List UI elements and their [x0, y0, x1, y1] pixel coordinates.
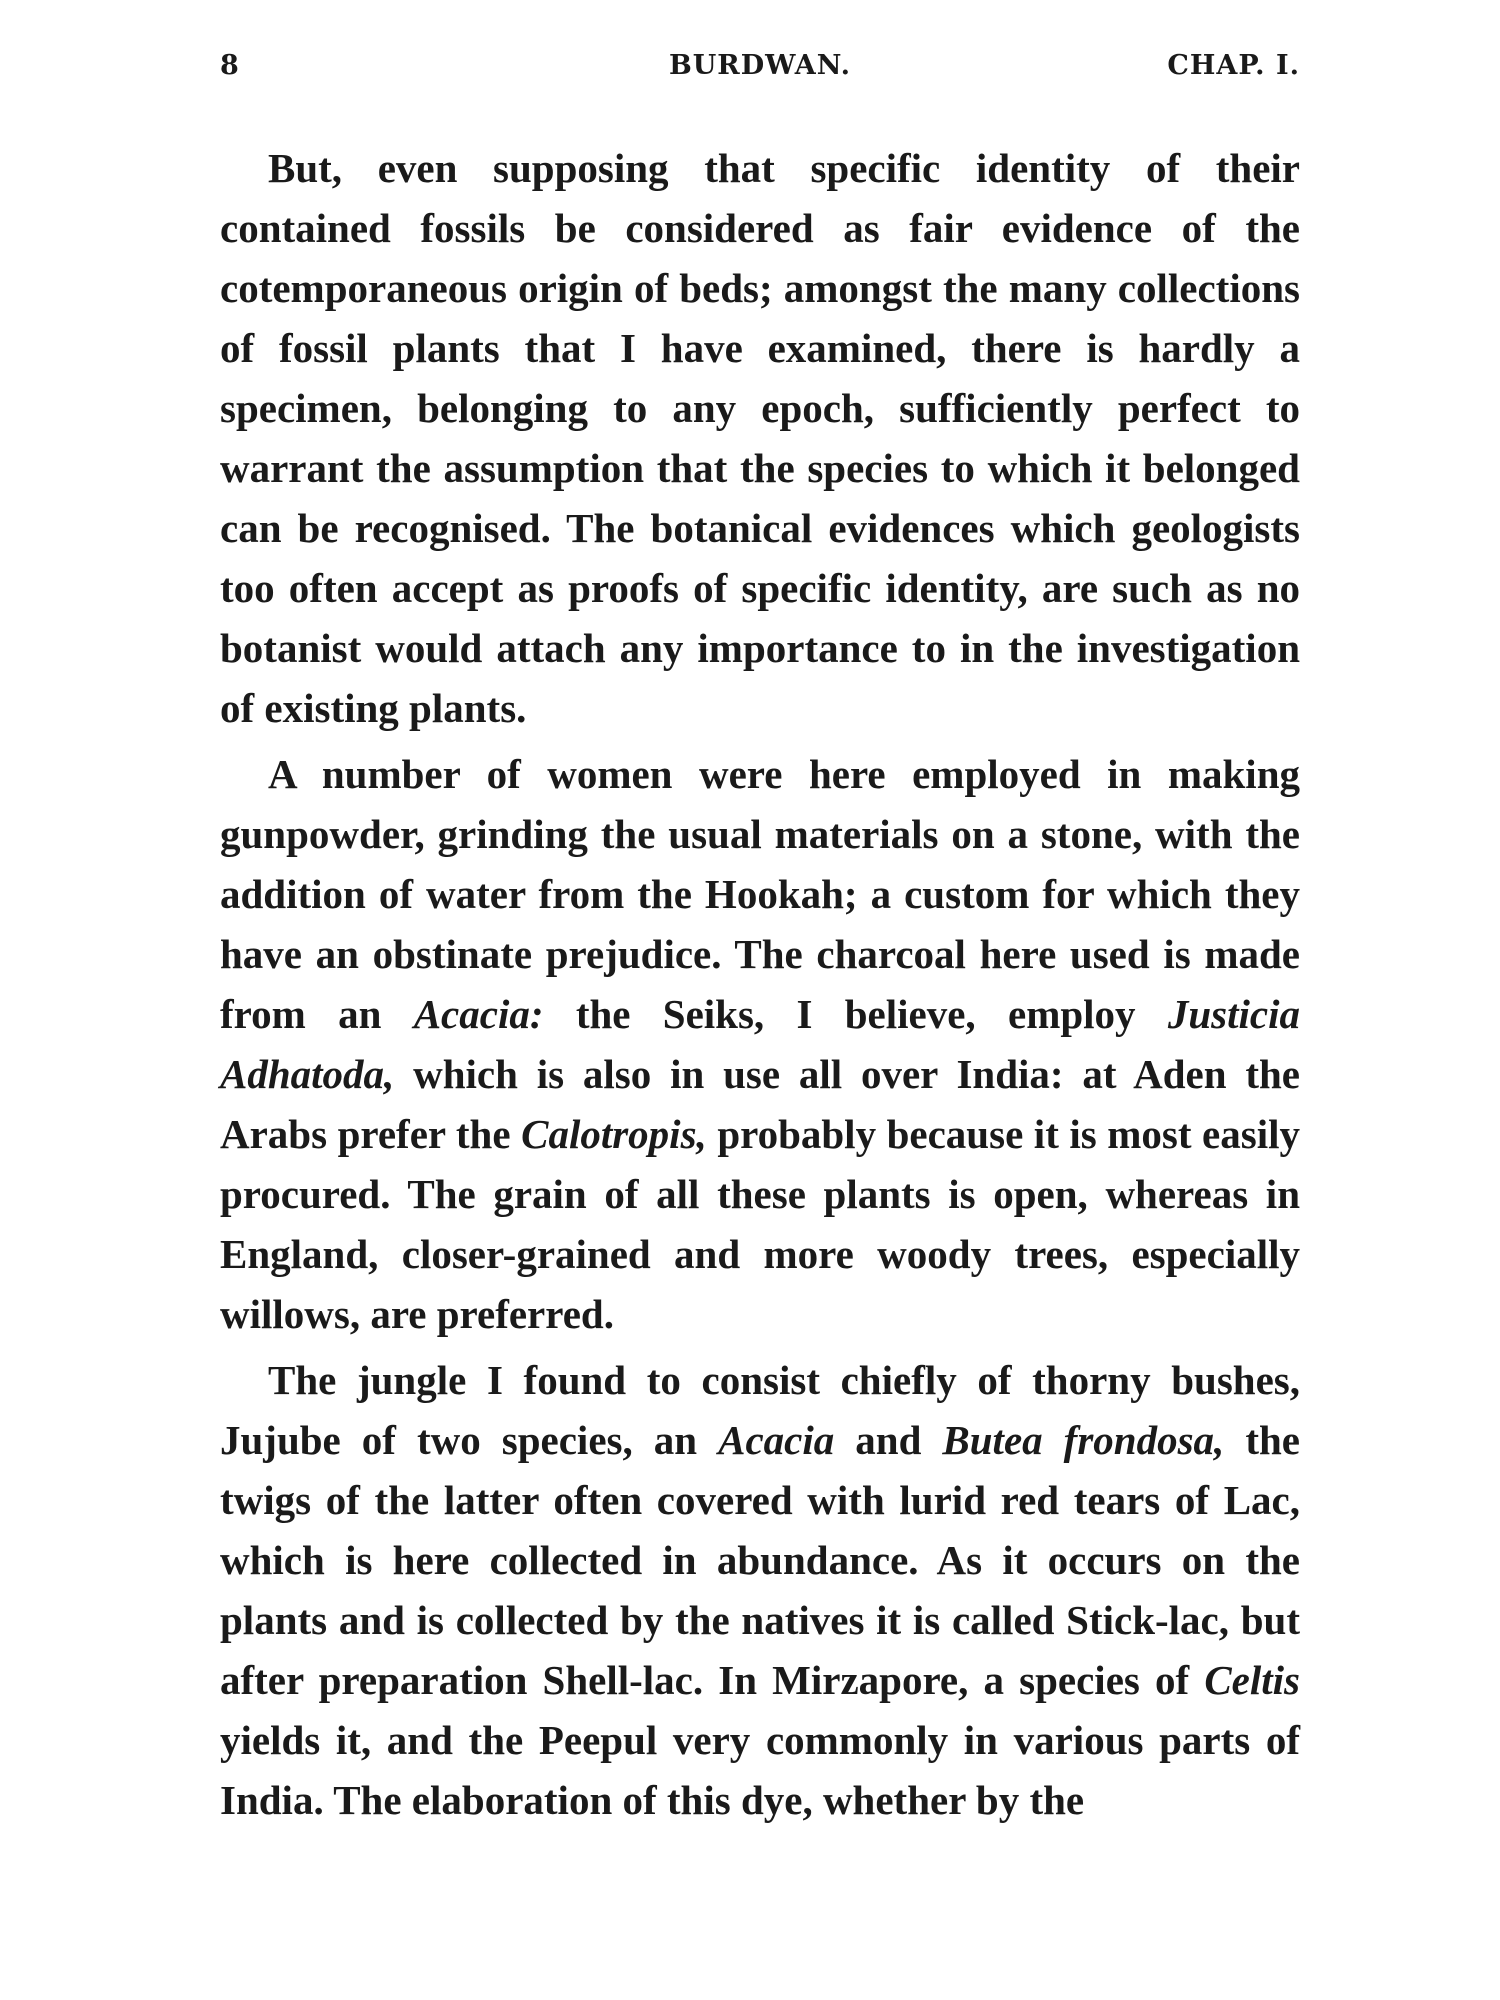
chapter-label: CHAP. I.: [1167, 50, 1300, 81]
text-segment: The jungle I found to consist chiefly of thorny bushes, Jujube of two species, an: [220, 1357, 1300, 1463]
page-number: 8: [220, 50, 240, 81]
running-title: BURDWAN.: [668, 50, 852, 81]
italic-term: Butea frondosa,: [942, 1417, 1225, 1463]
text-segment: which is also in use all over India: at Aden the Arabs prefer the: [220, 1051, 1300, 1157]
body-text: [220, 138, 1300, 1836]
text-segment: But, even supposing that specific identity of their contained fossils be considered as fair evidence of the cotemporaneous origin of beds; amongst the many collections of fossil plants that I have examined, there is hardly a specimen, belonging to any epoch, sufficiently perfect to warrant the assumption that the species to which it belonged can be recognised. The botanical evidences which geologists too often accept as proofs of specific identity, are such as no botanist would attach any importance to in the investigation of existing plants.: [220, 145, 1300, 731]
paragraph-2: [220, 744, 1300, 1344]
italic-term: Acacia:: [413, 991, 544, 1037]
italic-term: Justicia Adhatoda,: [220, 991, 1300, 1097]
paragraph-1: [220, 138, 1300, 738]
text-segment: yields it, and the Peepul very commonly in various parts of India. The elaboration of this dye, whether by the: [220, 1717, 1300, 1823]
paragraph-3: [220, 1350, 1300, 1830]
italic-term: Calotropis,: [521, 1111, 707, 1157]
italic-term: Acacia: [718, 1417, 835, 1463]
text-segment: and: [834, 1417, 943, 1463]
text-segment: the twigs of the latter often covered with lurid red tears of Lac, which is here collected in abundance. As it occurs on the plants and is collected by the natives it is called Stick-lac, but after preparation Shell-lac. In Mirzapore, a species of: [220, 1417, 1300, 1703]
text-segment: A number of women were here employed in making gunpowder, grinding the usual materials on a stone, with the addition of water from the Hookah; a custom for which they have an obstinate prejudice. The charcoal here used is made from an: [220, 751, 1300, 1037]
running-head: [220, 50, 1300, 100]
text-segment: probably because it is most easily procured. The grain of all these plants is open, whereas in England, closer-grained and more woody trees, especially willows, are preferred.: [220, 1111, 1300, 1337]
book-page: [220, 0, 1300, 2000]
text-segment: the Seiks, I believe, employ: [543, 991, 1168, 1037]
italic-term: Celtis: [1204, 1657, 1300, 1703]
